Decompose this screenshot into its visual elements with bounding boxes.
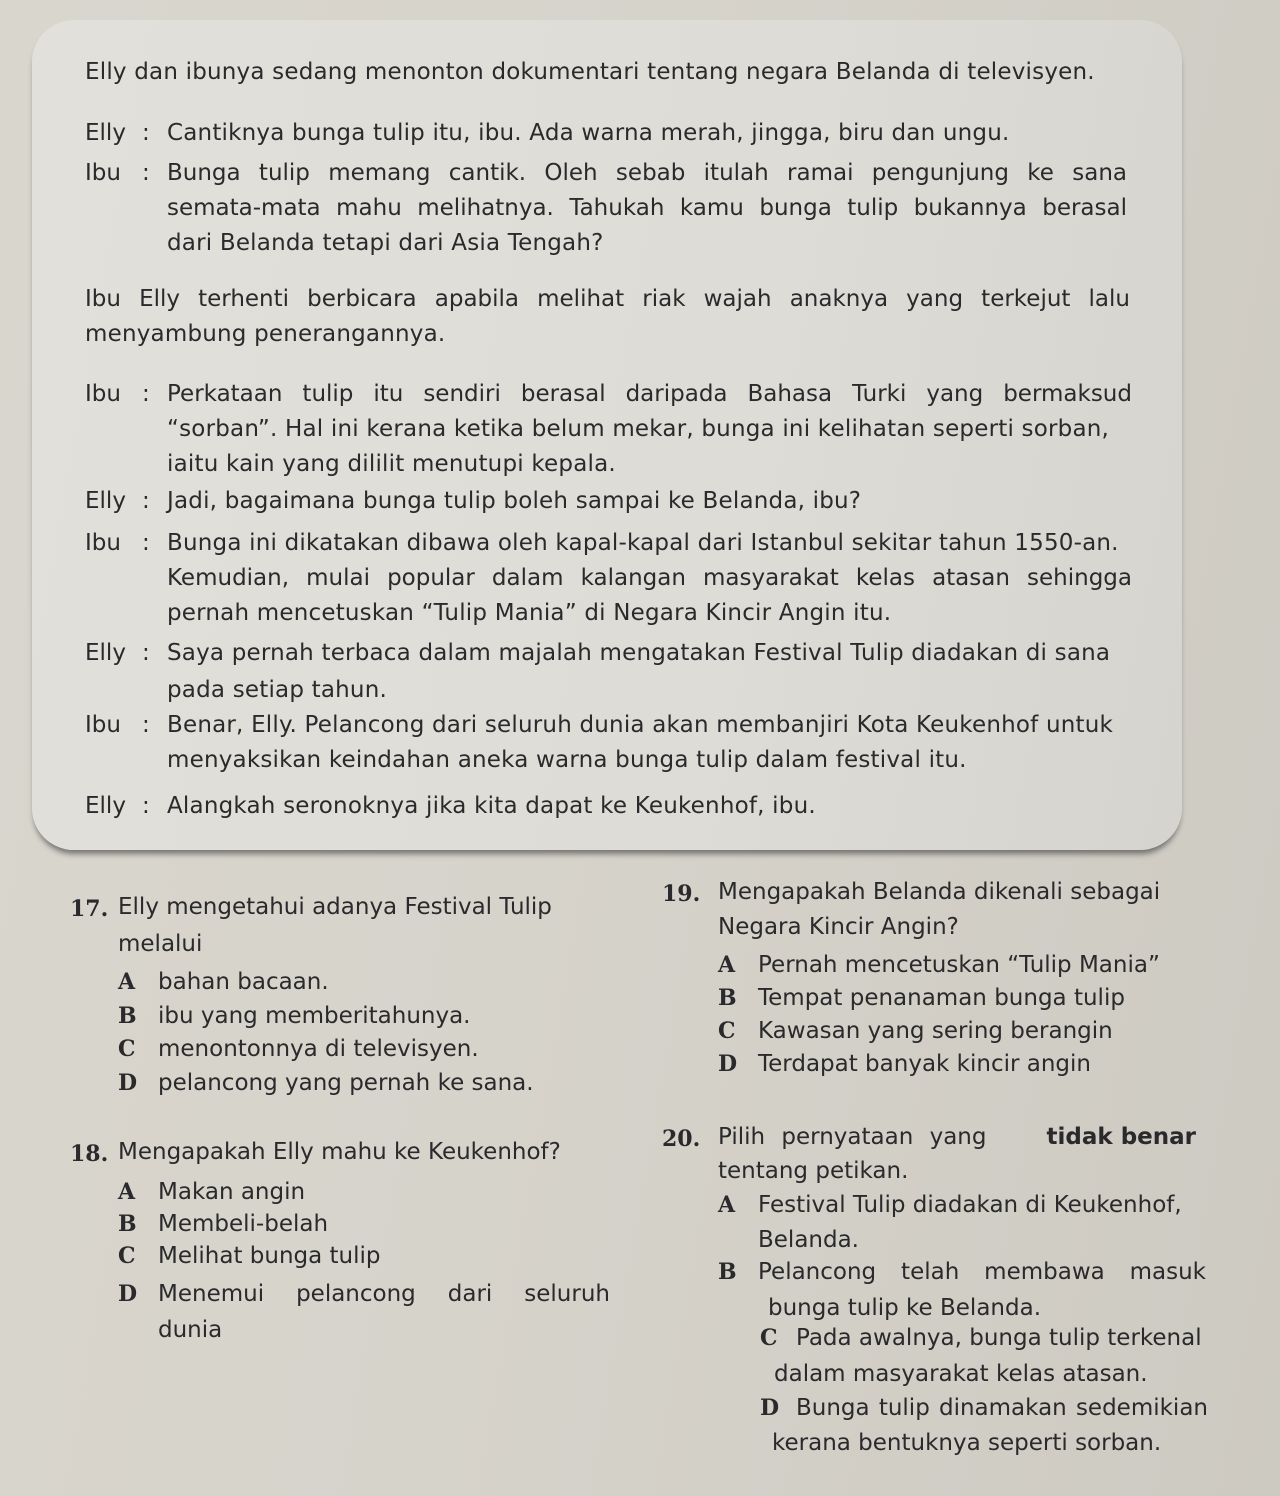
dialogue-line: “sorban”. Hal ini kerana ketika belum mekar, bunga ini kelihatan seperti sorban, <box>167 416 1110 442</box>
dialogue-line: dari Belanda tetapi dari Asia Tengah? <box>167 230 604 256</box>
option-letter: B <box>718 985 737 1011</box>
dialogue-line: pernah mencetuskan “Tulip Mania” di Negara Kincir Angin itu. <box>167 600 892 626</box>
option-text: bahan bacaan. <box>158 969 329 995</box>
speaker-colon: : <box>142 712 150 738</box>
question-text: Mengapakah Elly mahu ke Keukenhof? <box>118 1139 561 1165</box>
question-text: melalui <box>118 931 203 957</box>
option-text: bunga tulip ke Belanda. <box>768 1295 1042 1321</box>
dialogue-line: menyaksikan keindahan aneka warna bunga tulip dalam festival itu. <box>167 747 967 773</box>
speaker-colon: : <box>142 793 150 819</box>
narration-line: Ibu Elly terhenti berbicara apabila melihat riak wajah anaknya yang terkejut lalu <box>85 286 1130 312</box>
option-text: Makan angin <box>158 1179 306 1205</box>
option-letter: C <box>760 1325 778 1351</box>
speaker-colon: : <box>142 488 150 514</box>
option-letter: D <box>118 1070 138 1096</box>
option-letter: B <box>718 1259 737 1285</box>
question-number: 18. <box>70 1141 109 1167</box>
option-text: dunia <box>158 1317 223 1343</box>
dialogue-line: Benar, Elly. Pelancong dari seluruh dunia akan membanjiri Kota Keukenhof untuk <box>167 712 1114 738</box>
option-letter: A <box>718 1192 736 1218</box>
option-letter: A <box>118 1179 136 1205</box>
dialogue-line: Jadi, bagaimana bunga tulip boleh sampai ke Belanda, ibu? <box>167 488 862 514</box>
speaker-label: Elly <box>85 120 126 146</box>
option-text: ibu yang memberitahunya. <box>158 1003 471 1029</box>
option-text: Bunga tulip dinamakan sedemikian <box>796 1395 1208 1421</box>
option-text: dalam masyarakat kelas atasan. <box>774 1361 1148 1387</box>
option-letter: A <box>718 952 736 978</box>
narration-line: menyambung penerangannya. <box>85 321 446 347</box>
speaker-label: Elly <box>85 640 126 666</box>
option-letter: B <box>118 1211 137 1237</box>
speaker-colon: : <box>142 381 150 407</box>
question-number: 20. <box>662 1126 701 1152</box>
question-text: Elly mengetahui adanya Festival Tulip <box>118 894 552 920</box>
option-text: Terdapat banyak kincir angin <box>758 1051 1091 1077</box>
dialogue-line: Cantiknya bunga tulip itu, ibu. Ada warna merah, jingga, biru dan ungu. <box>167 120 1010 146</box>
question-text-row <box>718 1121 1196 1154</box>
dialogue-line: pada setiap tahun. <box>167 677 387 703</box>
option-letter: C <box>718 1018 736 1044</box>
option-letter: D <box>760 1395 780 1421</box>
dialogue-line: Bunga ini dikatakan dibawa oleh kapal-kapal dari Istanbul sekitar tahun 1550-an. <box>167 530 1119 556</box>
dialogue-line: Kemudian, mulai popular dalam kalangan masyarakat kelas atasan sehingga <box>167 565 1132 591</box>
dialogue-line: iaitu kain yang dililit menutupi kepala. <box>167 451 616 477</box>
dialogue-line: Perkataan tulip itu sendiri berasal daripada Bahasa Turki yang bermaksud <box>167 381 1132 407</box>
option-text: kerana bentuknya seperti sorban. <box>772 1430 1162 1456</box>
question-text: Mengapakah Belanda dikenali sebagai <box>718 879 1161 905</box>
option-text: menontonnya di televisyen. <box>158 1036 479 1062</box>
option-text: Membeli-belah <box>158 1211 329 1237</box>
option-text: Menemui pelancong dari seluruh <box>158 1281 610 1307</box>
speaker-label: Ibu <box>85 530 121 556</box>
question-text: Negara Kincir Angin? <box>718 914 959 940</box>
question-text: Pilih pernyataan yang <box>718 1124 987 1150</box>
option-letter: D <box>718 1051 738 1077</box>
speaker-label: Ibu <box>85 712 121 738</box>
question-text: tentang petikan. <box>718 1158 909 1184</box>
option-text: Pernah mencetuskan “Tulip Mania” <box>758 952 1160 978</box>
option-text: Melihat bunga tulip <box>158 1243 381 1269</box>
question-emphasis: tidak benar <box>1046 1124 1196 1150</box>
option-text: pelancong yang pernah ke sana. <box>158 1070 534 1096</box>
option-text: Tempat penanaman bunga tulip <box>758 985 1125 1011</box>
option-text: Kawasan yang sering berangin <box>758 1018 1113 1044</box>
question-number: 17. <box>70 896 109 922</box>
dialogue-line: semata-mata mahu melihatnya. Tahukah kamu bunga tulip bukannya berasal <box>167 195 1127 221</box>
option-letter: C <box>118 1243 136 1269</box>
question-number: 19. <box>662 881 701 907</box>
option-letter: C <box>118 1036 136 1062</box>
option-text: Pelancong telah membawa masuk <box>758 1259 1206 1285</box>
option-text: Festival Tulip diadakan di Keukenhof, <box>758 1192 1182 1218</box>
option-text: Belanda. <box>758 1227 859 1253</box>
dialogue-line: Alangkah seronoknya jika kita dapat ke Keukenhof, ibu. <box>167 793 816 819</box>
speaker-colon: : <box>142 530 150 556</box>
dialogue-line: Saya pernah terbaca dalam majalah mengatakan Festival Tulip diadakan di sana <box>167 640 1111 666</box>
speaker-colon: : <box>142 120 150 146</box>
dialogue-line: Bunga tulip memang cantik. Oleh sebab itulah ramai pengunjung ke sana <box>167 160 1127 186</box>
option-text: Pada awalnya, bunga tulip terkenal <box>796 1325 1202 1351</box>
speaker-label: Ibu <box>85 160 121 186</box>
option-letter: B <box>118 1003 137 1029</box>
speaker-colon: : <box>142 160 150 186</box>
passage-intro: Elly dan ibunya sedang menonton dokumentari tentang negara Belanda di televisyen. <box>85 59 1095 85</box>
option-letter: A <box>118 969 136 995</box>
speaker-colon: : <box>142 640 150 666</box>
speaker-label: Elly <box>85 488 126 514</box>
speaker-label: Ibu <box>85 381 121 407</box>
option-letter: D <box>118 1281 138 1307</box>
speaker-label: Elly <box>85 793 126 819</box>
